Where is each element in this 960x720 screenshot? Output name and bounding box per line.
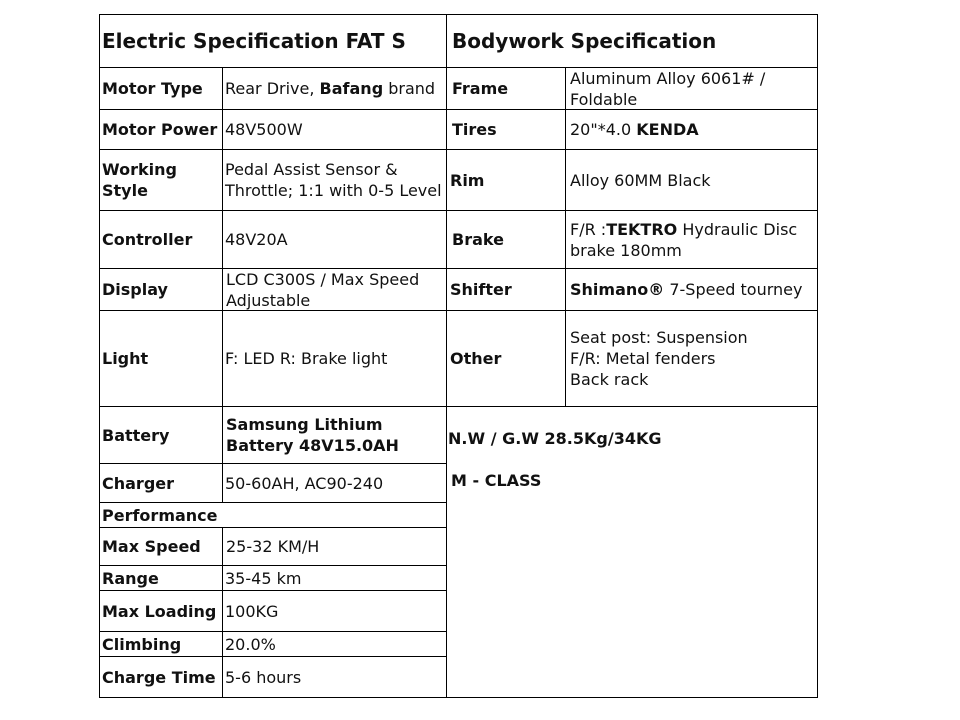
- max-speed-label: Max Speed: [99, 527, 223, 566]
- motor-type-value-brand: Bafang: [319, 79, 384, 98]
- other-value-fenders: F/R: Metal fenders: [570, 349, 716, 368]
- battery-value-line1: Samsung Lithium: [226, 415, 383, 434]
- charger-value: 50-60AH, AC90-240: [222, 463, 447, 503]
- range-value: 35-45 km: [222, 565, 447, 591]
- weight-note: N.W / G.W 28.5Kg/34KG: [448, 429, 662, 448]
- range-label: Range: [99, 565, 223, 591]
- tires-value-size: 20"*4.0: [570, 120, 637, 139]
- working-style-label: Working Style: [99, 149, 223, 211]
- motor-type-value-pre: Rear Drive,: [225, 79, 320, 98]
- shifter-value-post: 7-Speed tourney: [664, 280, 803, 299]
- charger-label: Charger: [99, 463, 223, 503]
- brake-value-text: [570, 219, 817, 261]
- motor-type-label: Motor Type: [99, 67, 223, 110]
- battery-value: [222, 406, 447, 464]
- motor-type-value-post: brand: [383, 79, 436, 98]
- tires-value-brand: KENDA: [636, 120, 699, 139]
- brake-value-pre: F/R :: [570, 219, 607, 239]
- performance-header: Performance: [99, 502, 447, 528]
- motor-power-value: 48V500W: [222, 109, 447, 150]
- frame-value: Aluminum Alloy 6061# / Foldable: [565, 67, 818, 110]
- other-label: Other: [446, 310, 566, 407]
- max-loading-label: Max Loading: [99, 590, 223, 632]
- shifter-value: [565, 268, 818, 311]
- light-label: Light: [99, 310, 223, 407]
- controller-value: 48V20A: [222, 210, 447, 269]
- brake-value-post: Hydraulic Disc brake 180mm: [570, 219, 798, 260]
- brake-value: [565, 210, 818, 269]
- other-value-seat-post: Seat post: Suspension: [570, 328, 748, 347]
- electric-spec-header: Electric Specification FAT S: [99, 14, 447, 68]
- rim-label: Rim: [446, 149, 566, 211]
- motor-type-value: [222, 67, 447, 110]
- climbing-value: 20.0%: [222, 631, 447, 657]
- brake-value-brand: TEKTRO: [606, 219, 678, 239]
- battery-value-line2: Battery 48V15.0AH: [226, 436, 399, 455]
- other-value: [565, 310, 818, 407]
- charge-time-label: Charge Time: [99, 656, 223, 698]
- display-value: LCD C300S / Max Speed Adjustable: [222, 268, 447, 311]
- rim-value: Alloy 60MM Black: [565, 149, 818, 211]
- other-value-rack: Back rack: [570, 370, 649, 389]
- tires-label: Tires: [446, 109, 566, 150]
- shifter-label: Shifter: [446, 268, 566, 311]
- brake-label: Brake: [446, 210, 566, 269]
- shifter-value-brand: Shimano®: [570, 280, 665, 299]
- motor-power-label: Motor Power: [99, 109, 223, 150]
- climbing-label: Climbing: [99, 631, 223, 657]
- max-speed-value: 25-32 KM/H: [222, 527, 447, 566]
- display-label: Display: [99, 268, 223, 311]
- weight-class-block: [446, 406, 818, 698]
- working-style-value: Pedal Assist Sensor & Throttle; 1:1 with 0-5 Level: [222, 149, 447, 211]
- tires-value: [565, 109, 818, 150]
- battery-label: Battery: [99, 406, 223, 464]
- charge-time-value: 5-6 hours: [222, 656, 447, 698]
- frame-label: Frame: [446, 67, 566, 110]
- class-note: M - CLASS: [451, 471, 542, 490]
- max-loading-value: 100KG: [222, 590, 447, 632]
- bodywork-spec-header: Bodywork Specification: [446, 14, 818, 68]
- light-value: F: LED R: Brake light: [222, 310, 447, 407]
- controller-label: Controller: [99, 210, 223, 269]
